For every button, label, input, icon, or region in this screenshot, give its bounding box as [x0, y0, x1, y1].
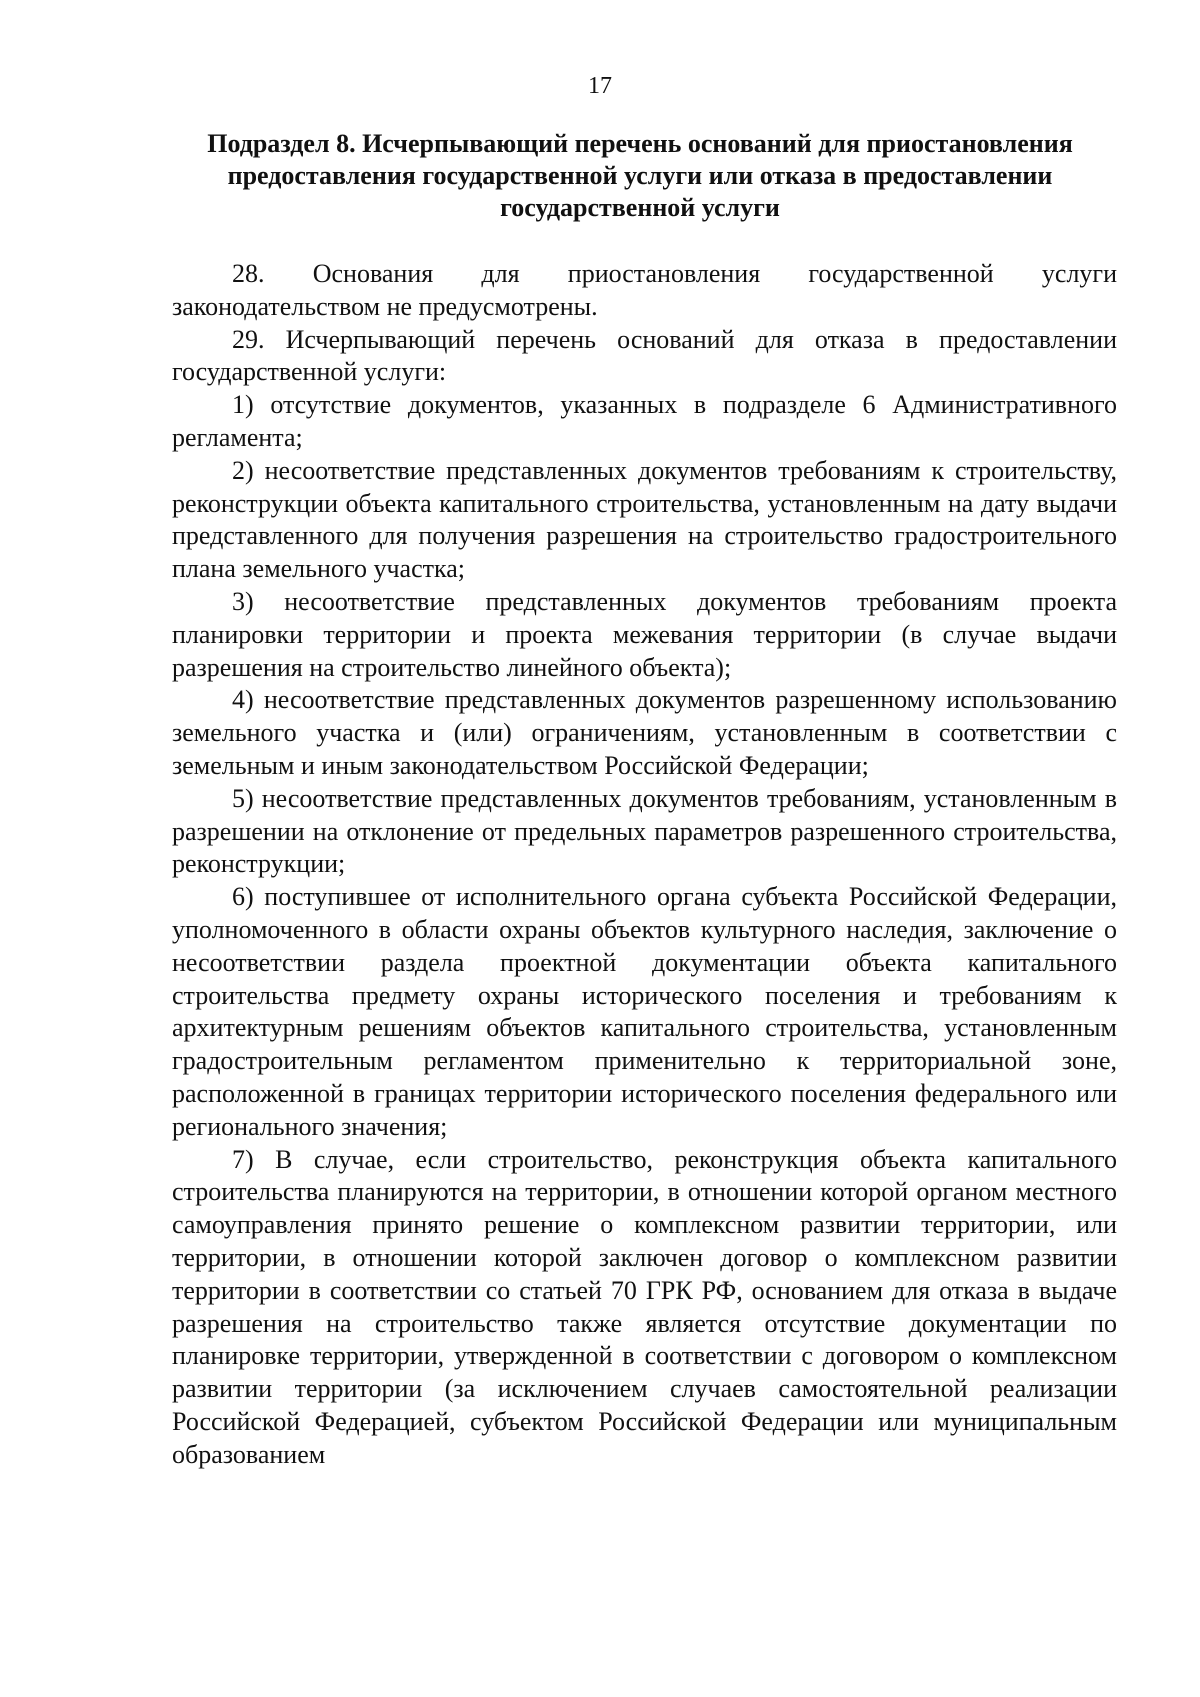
list-item-6: 6) поступившее от исполнительного органа субъекта Российской Федерации, уполномоченного в области охраны объектов культурного наследия, заключение о несоответствии раздела проектной документации объекта капитального строительства предмету охраны исторического поселения и требованиям к архитектурным решениям объектов капитального строительства, установленным градостроительным регламентом применительно к территориальной зоне, расположенной в границах территории исторического поселения федерального или регионального значения; [172, 882, 1117, 1141]
page-number: 17 [588, 73, 612, 99]
list-item-3: 3) несоответствие представленных документов требованиям проекта планировки территории и проекта межевания территории (в случае выдачи разрешения на строительство линейного объекта); [172, 586, 1117, 682]
section-title: Подраздел 8. Исчерпывающий перечень оснований для приостановления предоставления государственной услуги или отказа в предоставлении государственной услуги [207, 129, 1073, 222]
list-item-4: 4) несоответствие представленных документов разрешенному использованию земельного участка и (или) ограничениям, установленным в соответствии с земельным и иным законодательством Российской Федерации; [172, 685, 1117, 780]
list-item-5: 5) несоответствие представленных документов требованиям, установленным в разрешении на отклонение от предельных параметров разрешенного строительства, реконструкции; [172, 783, 1117, 879]
list-item-2: 2) несоответствие представленных документов требованиям к строительству, реконструкции объекта капитального строительства, установленным на дату выдачи представленного для получения разрешения на строительство градостроительного плана земельного участка; [172, 455, 1117, 584]
list-item-7: 7) В случае, если строительство, реконструкция объекта капитального строительства планируются на территории, в отношении которой органом местного самоуправления принято решение о комплексном развитии территории, или территории, в отношении которой заключен договор о комплексном развитии территории в соответствии со статьей 70 ГРК РФ, основанием для отказа в выдаче разрешения на строительство также является отсутствие документации по планировке территории, утвержденной в соответствии с договором о комплексном развитии территории (за исключением случаев самостоятельной реализации Российской Федерацией, субъектом Российской Федерации или муниципальным образованием [172, 1144, 1117, 1469]
document-body [172, 258, 1117, 1471]
paragraph-28: 28. Основания для приостановления государственной услуги законодательством не предусмотрены. [172, 259, 1117, 321]
list-item-1: 1) отсутствие документов, указанных в подразделе 6 Административного регламента; [172, 390, 1117, 452]
paragraph-29: 29. Исчерпывающий перечень оснований для отказа в предоставлении государственной услуги: [172, 324, 1117, 387]
